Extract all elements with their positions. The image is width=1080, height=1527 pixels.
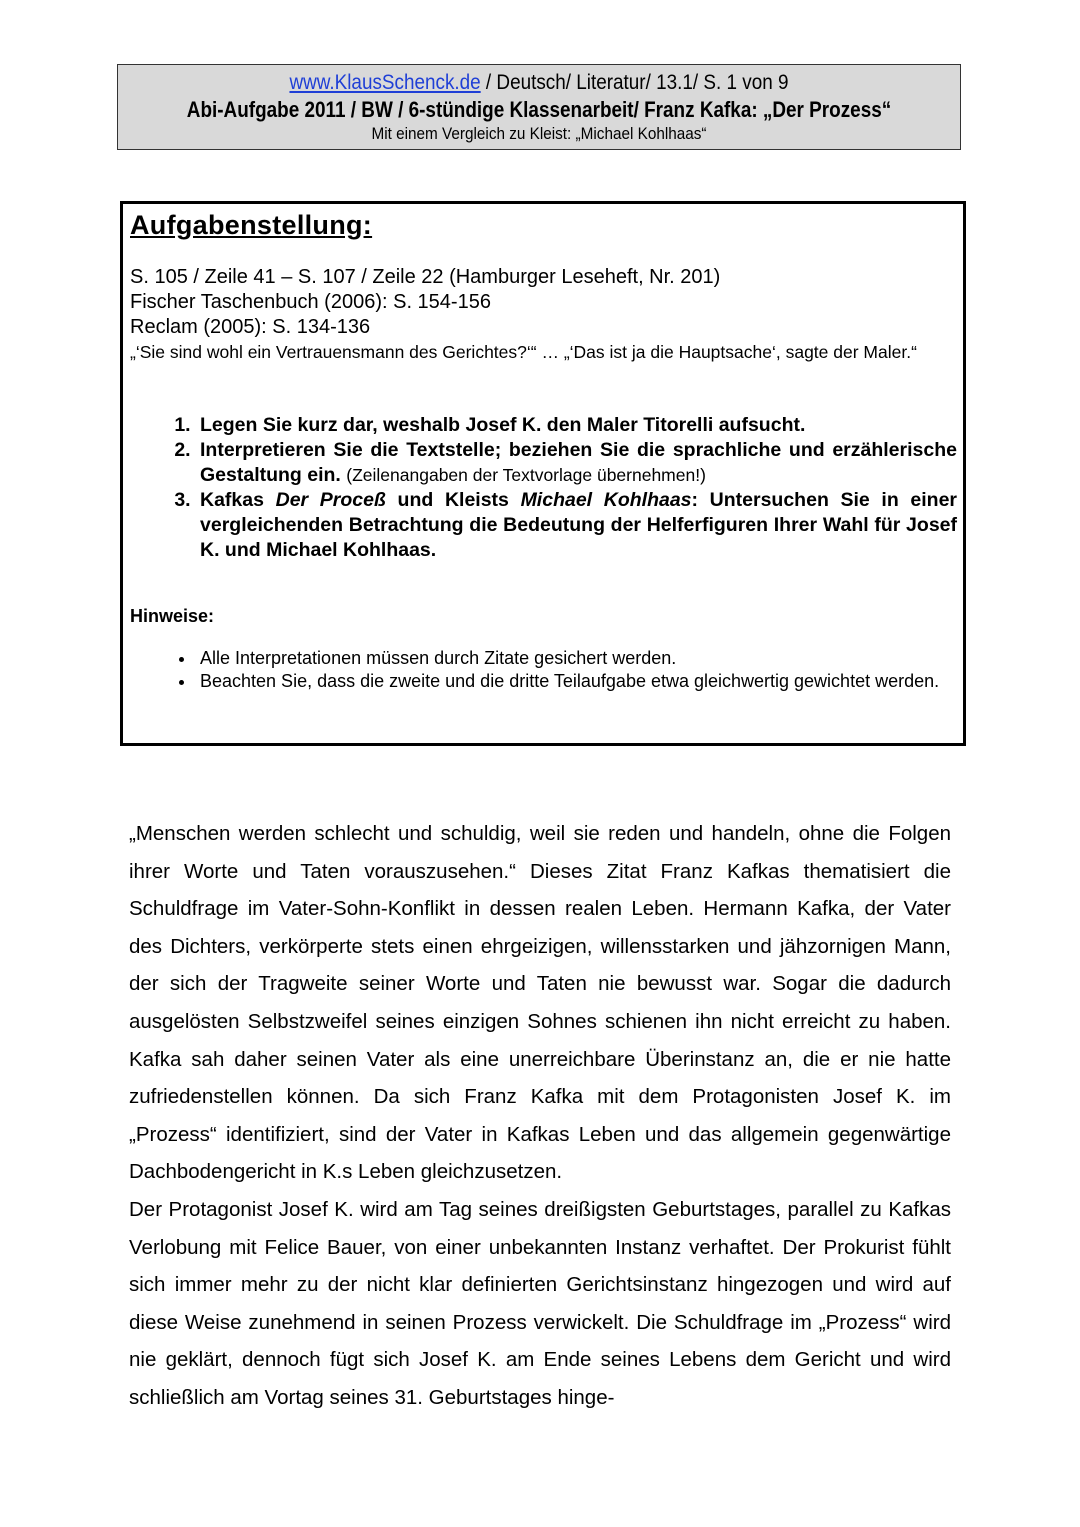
source-line-2: Fischer Taschenbuch (2006): S. 154-156 <box>130 291 491 313</box>
task-item-3: 3. Kafkas Der Proceß und Kleists Michael Kohlhaas: Untersuchen Sie in einer vergleichenden Betrachtung die Bedeutung der Helferfiguren Ihrer Wahl für Josef K. und Michael Kohlhaas. <box>196 488 957 563</box>
task-box <box>120 201 966 746</box>
source-line-1: S. 105 / Zeile 41 – S. 107 / Zeile 22 (Hamburger Leseheft, Nr. 201) <box>130 266 721 288</box>
source-line-3: Reclam (2005): S. 134-136 <box>130 316 371 338</box>
header-line-1 <box>160 70 918 96</box>
task-list <box>130 413 957 563</box>
text-passage-quote: „‘Sie sind wohl ein Vertrauensmann des Gerichtes?‘“ … „‘Das ist ja die Hauptsache‘, sagte der Maler.“ <box>130 342 917 362</box>
essay-body <box>129 815 951 1417</box>
website-link[interactable]: www.KlausSchenck.de <box>289 71 481 94</box>
task-heading: Aufgabenstellung: <box>130 210 373 240</box>
hint-item: • Beachten Sie, dass die zweite und die dritte Teilaufgabe etwa gleichwertig gewichtet werden. <box>196 670 957 693</box>
header-course-info: / Deutsch/ Literatur/ 13.1/ S. 1 von 9 <box>480 71 789 94</box>
header-subtitle: Mit einem Vergleich zu Kleist: „Michael Kohlhaas“ <box>371 124 707 143</box>
task-item-2-note: (Zeilenangaben der Textvorlage übernehmen!) <box>346 465 706 485</box>
hints-heading: Hinweise: <box>130 606 215 626</box>
task-item-2: 2. Interpretieren Sie die Textstelle; beziehen Sie die sprachliche und erzählerische Gestaltung ein. (Zeilenangaben der Textvorlage übernehmen!) <box>196 438 957 488</box>
header-title: Abi-Aufgabe 2011 / BW / 6-stündige Klassenarbeit/ Franz Kafka: „Der Prozess“ <box>186 97 892 122</box>
hints-list <box>130 647 957 693</box>
task-item-1: 1. Legen Sie kurz dar, weshalb Josef K. den Maler Titorelli aufsucht. <box>196 413 957 438</box>
essay-paragraph-2: Der Protagonist Josef K. wird am Tag seines dreißigsten Geburtstages, parallel zu Kafkas Verlobung mit Felice Bauer, von einer unbekannten Instanz verhaftet. Der Prokurist fühlt sich immer mehr zu der nicht klar definierten Gerichtsinstanz hingezogen und wird auf diese Weise zunehmend in seinen Prozess verwickelt. Die Schuldfrage im „Prozess“ wird nie geklärt, dennoch fügt sich Josef K. am Ende seines Lebens dem Gericht und wird schließlich am Vortag seines 31. Geburtstages hinge- <box>129 1197 951 1409</box>
hint-item: • Alle Interpretationen müssen durch Zitate gesichert werden. <box>196 647 957 670</box>
page-header <box>117 64 961 150</box>
essay-paragraph-1: „Menschen werden schlecht und schuldig, weil sie reden und handeln, ohne die Folgen ihrer Worte und Taten vorauszusehen.“ Dieses Zitat Franz Kafkas thematisiert die Schuldfrage im Vater-Sohn-Konflikt in dessen realen Leben. Hermann Kafka, der Vater des Dichters, verkörperte stets einen ehrgeizigen, willensstarken und jähzornigen Mann, der sich der Tragweite seiner Worte und Taten nie bewusst war. Sogar die dadurch ausgelösten Selbstzweifel seines einzigen Sohnes schienen ihn nicht erreicht zu haben. Kafka sah daher seinen Vater als eine unerreichbare Überinstanz an, die er nie hatte zufriedenstellen können. Da sich Franz Kafka mit dem Protagonisten Josef K. im „Prozess“ identifiziert, sind der Vater in Kafkas Leben und das allgemein gegenwärtige Dachbodengericht in K.s Leben gleichzusetzen. <box>129 822 951 1184</box>
